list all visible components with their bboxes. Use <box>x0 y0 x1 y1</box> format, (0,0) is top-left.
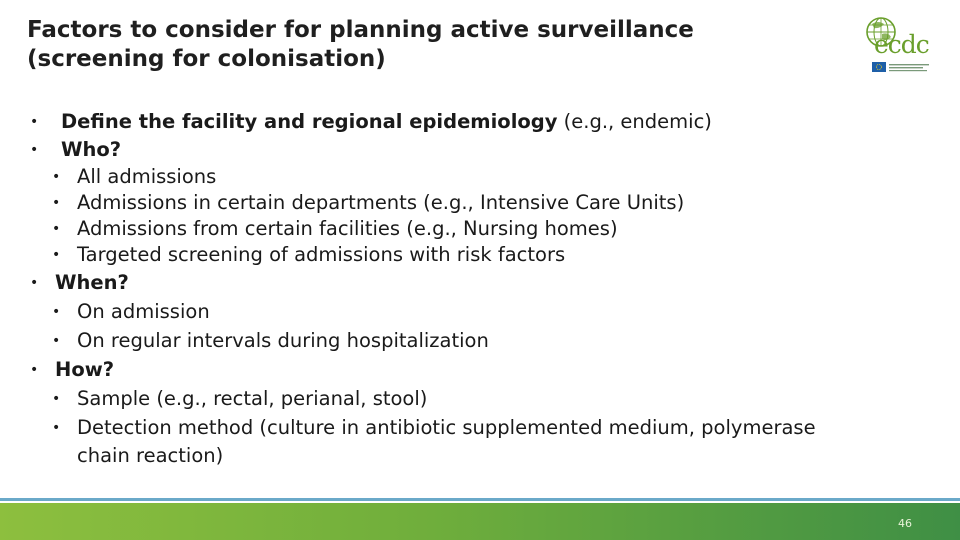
bullet-dot: • <box>52 221 61 237</box>
bullet-dot: • <box>52 420 61 436</box>
slide-title-line-2: (screening for colonisation) <box>27 46 386 72</box>
bullet-dot: • <box>52 304 61 320</box>
list-item-continuation: chain reaction) <box>77 444 224 467</box>
bullet-dot: • <box>52 169 61 185</box>
ecdc-logo-text: ecdc <box>874 30 929 59</box>
footer-bar <box>0 503 960 540</box>
list-item: • Sample (e.g., rectal, perianal, stool) <box>52 387 428 410</box>
slide-title <box>27 16 827 74</box>
list-item: • When? <box>30 271 129 294</box>
list-item: • Admissions in certain departments (e.g., Intensive Care Units) <box>52 191 685 214</box>
list-item: • How? <box>30 358 115 381</box>
page-number: 46 <box>898 517 912 530</box>
bullet-dot: • <box>30 362 39 378</box>
list-item: • Admissions from certain facilities (e.g., Nursing homes) <box>52 217 618 240</box>
bullet-dot: • <box>52 247 61 263</box>
list-item: • All admissions <box>52 165 217 188</box>
bullet-dot: • <box>52 333 61 349</box>
list-item: • On regular intervals during hospitalization <box>52 329 489 352</box>
list-item: • Who? <box>30 138 122 161</box>
bullet-dot: • <box>30 275 39 291</box>
slide-title-line-1: Factors to consider for planning active surveillance <box>27 17 694 43</box>
eu-flag-icon <box>872 62 932 72</box>
bullet-dot: • <box>30 142 39 158</box>
bullet-dot: • <box>52 391 61 407</box>
footer-divider <box>0 498 960 501</box>
list-item: • On admission <box>52 300 210 323</box>
list-item: • Define the facility and regional epidemiology (e.g., endemic) <box>30 110 712 133</box>
bullet-dot: • <box>30 114 39 130</box>
list-item: • Detection method (culture in antibiotic supplemented medium, polymerase <box>52 416 816 439</box>
list-item: • Targeted screening of admissions with risk factors <box>52 243 566 266</box>
bullet-dot: • <box>52 195 61 211</box>
